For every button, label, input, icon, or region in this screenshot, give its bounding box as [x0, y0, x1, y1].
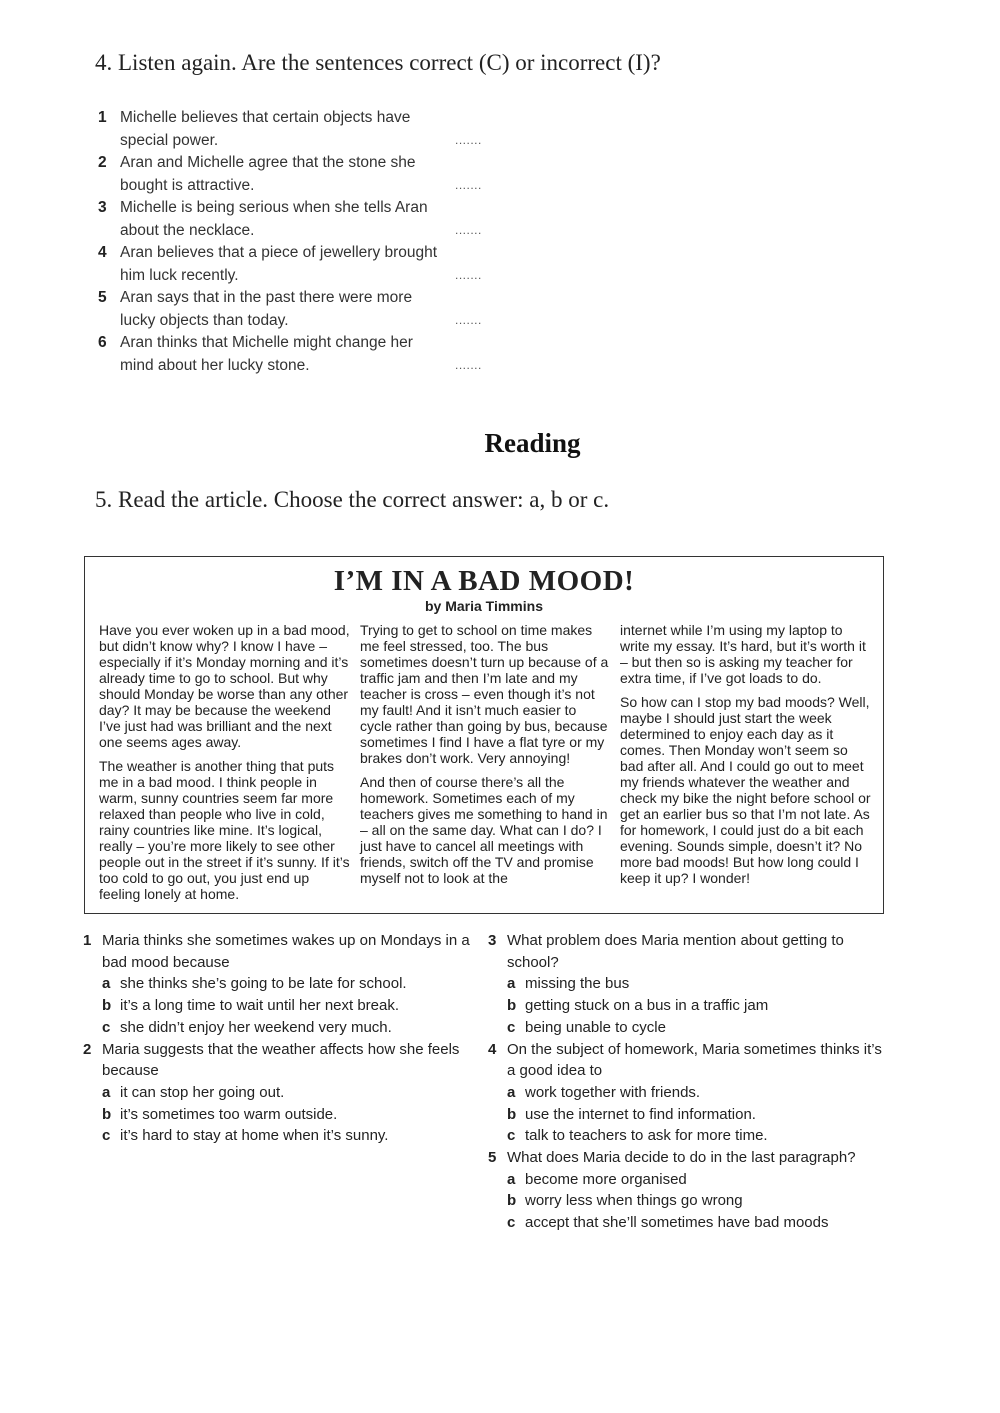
item-number: 5 — [98, 289, 107, 306]
answer-option[interactable] — [488, 1017, 888, 1039]
task4-item — [98, 286, 498, 331]
answer-option[interactable] — [488, 1082, 888, 1104]
article-paragraph: The weather is another thing that puts me in a bad mood. I think people in warm, sunny countries seem far more relaxed than people who live in cold, rainy countries like mine. It’s logical, really – you’re more likely to see other people out in the street if it’s sunny. If it’s too cold to go out, you just end up feeling lonely at home. — [99, 758, 350, 902]
article-title: I’M IN A BAD MOOD! — [333, 565, 635, 597]
option-letter: a — [102, 1083, 111, 1101]
option-letter: b — [507, 997, 517, 1015]
questions-left-column — [83, 930, 483, 1147]
task4-list — [98, 106, 498, 376]
item-number: 3 — [98, 199, 107, 216]
option-text: become more organised — [525, 1170, 687, 1188]
option-letter: c — [102, 1127, 111, 1145]
option-text: work together with friends. — [525, 1083, 701, 1101]
option-text: she didn’t enjoy her weekend very much. — [120, 1018, 392, 1036]
question — [488, 1147, 888, 1234]
option-letter: a — [507, 1170, 516, 1188]
option-letter: b — [507, 1105, 517, 1123]
option-letter: c — [507, 1214, 516, 1232]
option-text: it’s a long time to wait until her next break. — [120, 997, 400, 1015]
option-text: it’s hard to stay at home when it’s sunny. — [120, 1127, 389, 1145]
answer-blank[interactable]: ....... — [455, 268, 482, 282]
item-number: 4 — [98, 244, 107, 261]
questions-right-column — [488, 930, 888, 1234]
task4-item — [98, 196, 498, 241]
option-letter: a — [507, 1083, 516, 1101]
item-number: 6 — [98, 334, 107, 351]
option-letter: b — [507, 1192, 517, 1210]
article-paragraph: And then of course there’s all the homework. Sometimes each of my teachers gives me something to hand in – all on the same day. What can I do? I just have to cancel all meetings with friends, switch off the TV and promise myself not to look at the — [360, 774, 608, 886]
item-text: Michelle believes that certain objects have special power. — [120, 109, 411, 149]
item-text: Aran says that in the past there were more lucky objects than today. — [120, 289, 413, 329]
task4-item — [98, 151, 498, 196]
option-text: use the internet to find information. — [525, 1105, 756, 1123]
option-text: missing the bus — [525, 975, 630, 993]
option-text: accept that she’ll sometimes have bad moods — [525, 1214, 829, 1232]
option-text: being unable to cycle — [525, 1018, 666, 1036]
answer-option[interactable] — [83, 995, 483, 1017]
question-number: 5 — [488, 1149, 497, 1167]
item-number: 1 — [98, 109, 107, 126]
article-paragraph: Trying to get to school on time makes me feel stressed, too. The bus sometimes doesn’t turn up because of a traffic jam and then I’m late and my teacher is cross – even though it’s not my fault! And it isn’t much easier to cycle rather than going by bus, because sometimes I find I have a flat tyre or my brakes don’t work. Very annoying! — [360, 622, 609, 766]
answer-blank[interactable]: ....... — [455, 178, 482, 192]
option-letter: b — [102, 997, 112, 1015]
answer-option[interactable] — [488, 995, 888, 1017]
item-text: Aran thinks that Michelle might change her mind about her lucky stone. — [120, 334, 413, 374]
section-title: Reading — [484, 428, 581, 458]
item-text: Michelle is being serious when she tells Aran about the necklace. — [120, 199, 428, 239]
option-text: it can stop her going out. — [120, 1083, 285, 1101]
task4-item — [98, 106, 498, 151]
answer-option[interactable] — [83, 1104, 483, 1126]
option-text: worry less when things go wrong — [525, 1192, 743, 1210]
question — [488, 930, 888, 1039]
question — [83, 1039, 483, 1148]
question-stem: On the subject of homework, Maria sometimes thinks it’s a good idea to — [507, 1040, 882, 1080]
article-column-1 — [99, 622, 351, 910]
answer-blank[interactable]: ....... — [455, 313, 482, 327]
article-paragraph: internet while I’m using my laptop to write my essay. It’s hard, but it’s worth it – but then so is asking my teacher for extra time, if I’ve got loads to do. — [620, 622, 866, 686]
item-number: 2 — [98, 154, 107, 171]
question-number: 2 — [83, 1040, 92, 1058]
answer-blank[interactable]: ....... — [455, 133, 482, 147]
option-text: talk to teachers to ask for more time. — [525, 1127, 768, 1145]
option-text: it’s sometimes too warm outside. — [120, 1105, 338, 1123]
option-text: she thinks she’s going to be late for school. — [120, 975, 407, 993]
article-box — [84, 556, 884, 914]
answer-option[interactable] — [488, 973, 888, 995]
article-byline: by Maria Timmins — [424, 598, 543, 614]
task4-heading: 4. Listen again. Are the sentences correct (C) or incorrect (I)? — [95, 50, 661, 75]
answer-blank[interactable]: ....... — [455, 358, 482, 372]
question-stem: What does Maria decide to do in the last paragraph? — [507, 1149, 856, 1167]
question-number: 3 — [488, 932, 497, 949]
question-stem: Maria suggests that the weather affects how she feels because — [102, 1040, 460, 1080]
option-letter: a — [507, 975, 516, 993]
task5-heading: 5. Read the article. Choose the correct answer: a, b or c. — [95, 487, 610, 512]
task4-item — [98, 241, 498, 286]
question-stem: What problem does Maria mention about getting to school? — [507, 932, 844, 971]
answer-option[interactable] — [488, 1212, 888, 1234]
answer-option[interactable] — [83, 1125, 483, 1147]
item-text: Aran believes that a piece of jewellery brought him luck recently. — [120, 244, 438, 284]
option-letter: a — [102, 975, 111, 993]
answer-option[interactable] — [488, 1169, 888, 1191]
option-letter: b — [102, 1105, 112, 1123]
item-text: Aran and Michelle agree that the stone she bought is attractive. — [120, 154, 416, 194]
question — [488, 1039, 888, 1148]
question-stem: Maria thinks she sometimes wakes up on Mondays in a bad mood because — [102, 932, 470, 971]
answer-option[interactable] — [488, 1104, 888, 1126]
task4-item — [98, 331, 498, 376]
question-number: 4 — [488, 1040, 497, 1058]
article-paragraph: So how can I stop my bad moods? Well, maybe I should just start the week determined to enjoy each day as it comes. Then Monday won’t seem so bad after all. And I could go out to meet my friends whatever the weather and check my bike the night before school or get an earlier bus so that I’m not late. As for homework, I could just do a bit each evening. Sounds simple, doesn’t it? No more bad moods! But how long could I keep it up? I wonder! — [620, 694, 871, 886]
question — [83, 930, 483, 1039]
article-column-2 — [360, 622, 612, 894]
article-column-3 — [620, 622, 872, 894]
answer-option[interactable] — [488, 1190, 888, 1212]
option-text: getting stuck on a bus in a traffic jam — [525, 997, 769, 1015]
question-number: 1 — [83, 932, 92, 949]
option-letter: c — [507, 1127, 516, 1145]
article-paragraph: Have you ever woken up in a bad mood, but didn’t know why? I know I have – especially if it’s Monday morning and it’s already time to go to school. But why should Monday be worse than any other day? It may be because the weekend I’ve just had was brilliant and the next one seems ages away. — [99, 622, 350, 750]
answer-option[interactable] — [83, 973, 483, 995]
option-letter: c — [102, 1018, 111, 1036]
answer-option[interactable] — [83, 1082, 483, 1104]
answer-option[interactable] — [83, 1017, 483, 1039]
option-letter: c — [507, 1018, 516, 1036]
answer-blank[interactable]: ....... — [455, 223, 482, 237]
answer-option[interactable] — [488, 1125, 888, 1147]
